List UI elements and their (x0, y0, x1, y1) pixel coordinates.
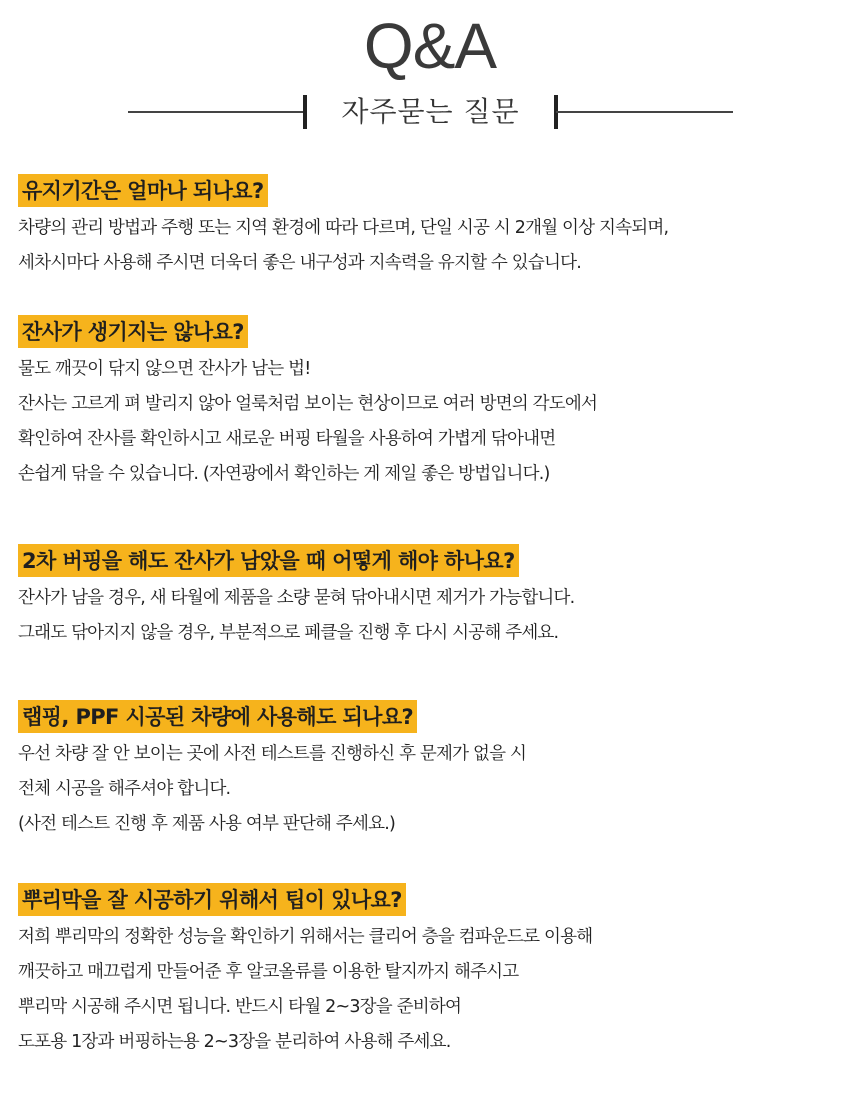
divider-bar-left (303, 95, 307, 129)
faq-answer (18, 211, 848, 281)
divider-line-left (128, 111, 305, 113)
faq-answer-line: 도포용 1장과 버핑하는용 2~3장을 분리하여 사용해 주세요. (18, 1032, 451, 1052)
faq-answer (18, 352, 848, 492)
faq-answer-line: 깨끗하고 매끄럽게 만들어준 후 알코올류를 이용한 탈지까지 해주시고 (18, 962, 519, 982)
faq-question: 랩핑, PPF 시공된 차량에 사용해도 되나요? (18, 700, 417, 733)
faq-question: 유지기간은 얼마나 되나요? (18, 174, 268, 207)
faq-item (18, 883, 848, 1060)
faq-answer-line: 잔사가 남을 경우, 새 타월에 제품을 소량 묻혀 닦아내시면 제거가 가능합니다. (18, 588, 575, 608)
faq-item (18, 544, 848, 651)
faq-answer-line: 전체 시공을 해주셔야 합니다. (18, 779, 231, 799)
divider-line-right (556, 111, 733, 113)
faq-question: 잔사가 생기지는 않나요? (18, 315, 248, 348)
faq-answer-line: 차량의 관리 방법과 주행 또는 지역 환경에 따라 다르며, 단일 시공 시 2개월 이상 지속되며, (18, 218, 669, 238)
faq-answer-line: 잔사는 고르게 펴 발리지 않아 얼룩처럼 보이는 현상이므로 여러 방면의 각도에서 (18, 394, 598, 414)
faq-answer-line: 물도 깨끗이 닦지 않으면 잔사가 남는 법! (18, 359, 311, 379)
faq-answer (18, 737, 848, 842)
faq-answer-line: 손쉽게 닦을 수 있습니다. (자연광에서 확인하는 게 제일 좋은 방법입니다.) (18, 464, 550, 484)
faq-question: 뿌리막을 잘 시공하기 위해서 팁이 있나요? (18, 883, 406, 916)
page-subtitle: 자주묻는 질문 (341, 95, 520, 128)
faq-answer-line: (사전 테스트 진행 후 제품 사용 여부 판단해 주세요.) (18, 814, 396, 834)
faq-answer-line: 확인하여 잔사를 확인하시고 새로운 버핑 타월을 사용하여 가볍게 닦아내면 (18, 429, 556, 449)
faq-item (18, 315, 848, 492)
page-title: Q&A (363, 10, 497, 82)
faq-answer-line: 세차시마다 사용해 주시면 더욱더 좋은 내구성과 지속력을 유지할 수 있습니다. (18, 253, 581, 273)
faq-answer-line: 그래도 닦아지지 않을 경우, 부분적으로 페클을 진행 후 다시 시공해 주세요. (18, 623, 559, 643)
faq-answer-line: 우선 차량 잘 안 보이는 곳에 사전 테스트를 진행하신 후 문제가 없을 시 (18, 744, 527, 764)
faq-answer (18, 581, 848, 651)
faq-question: 2차 버핑을 해도 잔사가 남았을 때 어떻게 해야 하나요? (18, 544, 519, 577)
faq-answer-line: 저희 뿌리막의 정확한 성능을 확인하기 위해서는 클리어 층을 컴파운드로 이용해 (18, 927, 593, 947)
faq-item (18, 700, 848, 842)
faq-item (18, 174, 848, 281)
faq-answer-line: 뿌리막 시공해 주시면 됩니다. 반드시 타월 2~3장을 준비하여 (18, 997, 462, 1017)
faq-answer (18, 920, 848, 1060)
subtitle-divider (128, 92, 733, 132)
